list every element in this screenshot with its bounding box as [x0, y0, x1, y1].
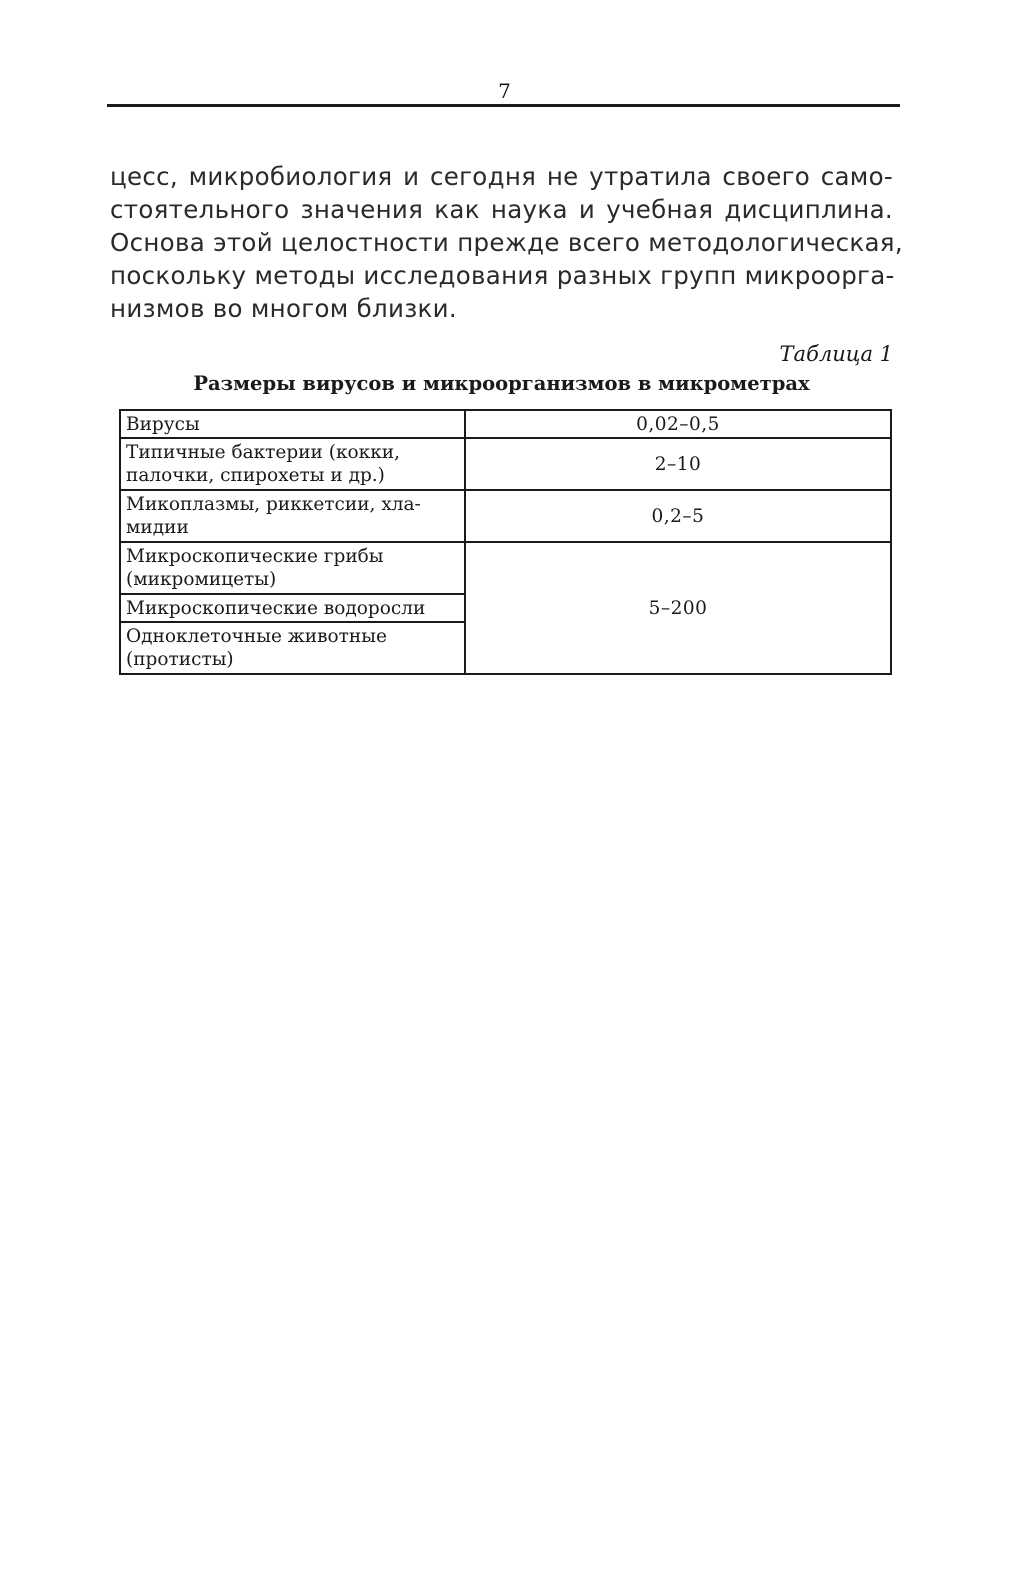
- table-row: [120, 410, 891, 438]
- cell-text: (протисты): [126, 649, 234, 670]
- cell-text: Типичные бактерии (кокки,: [126, 442, 400, 463]
- cell-text: Одноклеточные животные: [126, 626, 387, 647]
- size-cell: 2–10: [465, 438, 891, 490]
- organism-cell: [120, 622, 465, 674]
- size-cell: 5–200: [465, 542, 891, 674]
- table-row: [120, 490, 891, 542]
- table-row: [120, 438, 891, 490]
- page-number: 7: [498, 79, 511, 103]
- organism-cell: [120, 542, 465, 594]
- paragraph-line: низмов во многом близки.: [110, 294, 457, 323]
- table-title: Размеры вирусов и микроорганизмов в микрометрах: [193, 372, 810, 395]
- organism-cell: [120, 490, 465, 542]
- paragraph-line: стоятельного значения как наука и учебная дисциплина.: [110, 195, 893, 224]
- table-row: [120, 542, 891, 594]
- cell-text: Микроскопические водоросли: [126, 597, 426, 619]
- cell-text: палочки, спирохеты и др.): [126, 465, 385, 486]
- cell-text: Микоплазмы, риккетсии, хла-: [126, 494, 421, 515]
- cell-text: (микромицеты): [126, 569, 277, 590]
- cell-text: Микроскопические грибы: [126, 546, 384, 567]
- size-cell: 0,2–5: [465, 490, 891, 542]
- paragraph-line: цесс, микробиология и сегодня не утратила своего само-: [110, 162, 893, 191]
- header-rule: [107, 104, 900, 107]
- table-label: Таблица 1: [779, 342, 893, 366]
- organism-cell: [120, 410, 465, 438]
- body-paragraph: [110, 160, 903, 325]
- organism-cell: [120, 438, 465, 490]
- organism-cell: [120, 594, 465, 622]
- cell-text: Вирусы: [126, 413, 200, 435]
- paragraph-line: поскольку методы исследования разных групп микроорга-: [110, 261, 895, 290]
- cell-text: мидии: [126, 517, 189, 538]
- size-cell: 0,02–0,5: [465, 410, 891, 438]
- sizes-table: [119, 409, 892, 675]
- paragraph-line: Основа этой целостности прежде всего методологическая,: [110, 228, 903, 257]
